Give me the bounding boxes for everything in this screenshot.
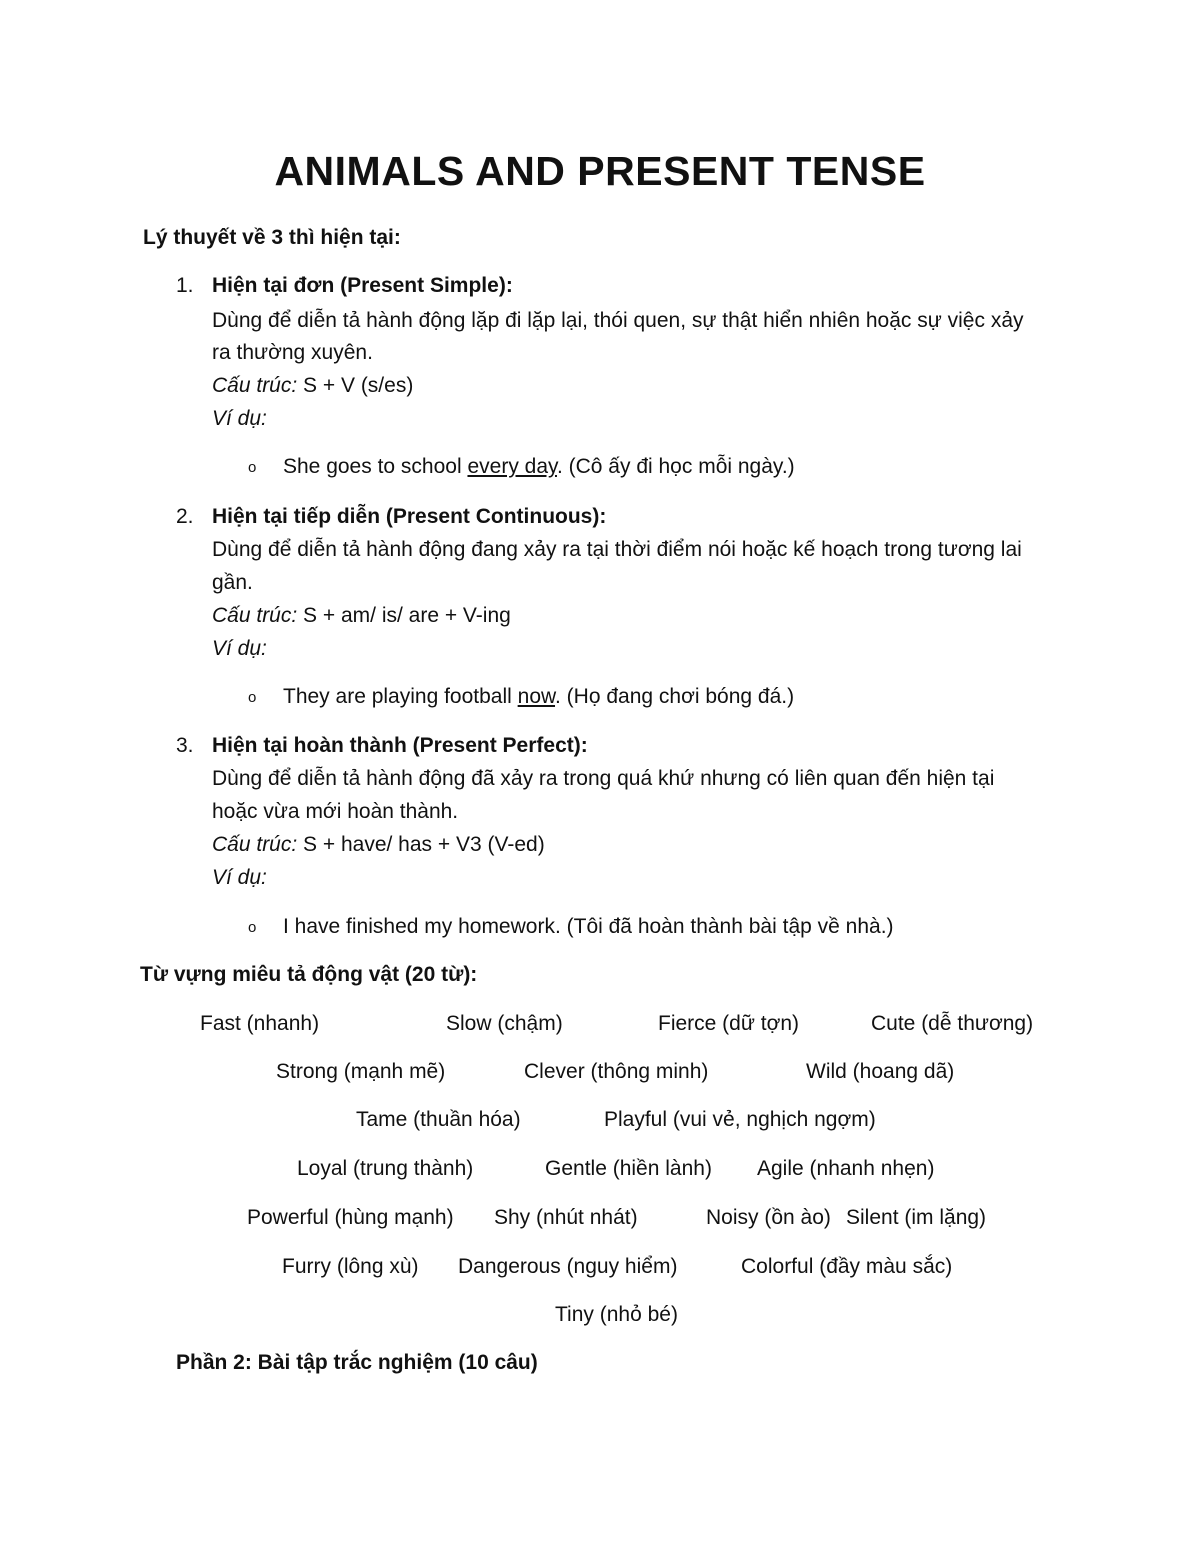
example-label: Ví dụ: — [212, 637, 267, 660]
vocab-item: Clever (thông minh) — [524, 1060, 709, 1083]
structure-formula: S + have/ has + V3 (V-ed) — [297, 833, 545, 856]
vocab-item: Playful (vui vẻ, nghịch ngợm) — [604, 1108, 876, 1131]
structure-formula: S + V (s/es) — [297, 374, 414, 397]
example-sentence — [283, 915, 894, 939]
example-text: They are playing football — [283, 685, 518, 708]
tense-name: Hiện tại hoàn thành (Present Perfect): — [212, 734, 588, 757]
structure-label: Cấu trúc: — [212, 374, 298, 397]
tense-name: Hiện tại tiếp diễn (Present Continuous): — [212, 505, 607, 528]
vocab-item: Silent (im lặng) — [846, 1206, 987, 1229]
vocab-item: Colorful (đầy màu sắc) — [741, 1255, 953, 1278]
tense-usage-cont: ra thường xuyên. — [212, 341, 373, 364]
tense-usage: Dùng để diễn tả hành động lặp đi lặp lại, thói quen, sự thật hiển nhiên hoặc sự việc xảy — [212, 309, 1024, 332]
structure-label: Cấu trúc: — [212, 833, 298, 856]
vocab-item: Gentle (hiền lành) — [545, 1157, 712, 1180]
vocab-item: Tiny (nhỏ bé) — [555, 1303, 678, 1326]
bullet-marker: o — [248, 689, 257, 706]
example-text: She goes to school — [283, 455, 468, 478]
tense-number: 1. — [176, 274, 194, 297]
example-text: I have finished my homework. (Tôi đã hoàn thành bài tập về nhà.) — [283, 915, 894, 938]
vocab-item: Noisy (ồn ào) — [706, 1206, 831, 1229]
tense-name: Hiện tại đơn (Present Simple): — [212, 274, 513, 297]
bullet-marker: o — [248, 459, 257, 476]
tense-usage: Dùng để diễn tả hành động đang xảy ra tại thời điểm nói hoặc kế hoạch trong tương lai — [212, 538, 1022, 561]
vocab-item: Shy (nhút nhát) — [494, 1206, 638, 1229]
tense-usage-cont: gần. — [212, 571, 253, 594]
tense-usage-cont: hoặc vừa mới hoàn thành. — [212, 800, 459, 823]
example-translation: . (Cô ấy đi học mỗi ngày.) — [556, 455, 795, 478]
vocab-item: Cute (dễ thương) — [871, 1012, 1034, 1035]
tense-usage: Dùng để diễn tả hành động đã xảy ra trong quá khứ nhưng có liên quan đến hiện tại — [212, 767, 995, 790]
vocab-item: Strong (mạnh mẽ) — [276, 1060, 446, 1083]
vocab-item: Dangerous (nguy hiểm) — [458, 1255, 678, 1278]
vocab-item: Slow (chậm) — [446, 1012, 563, 1035]
vocab-item: Furry (lông xù) — [282, 1255, 419, 1278]
structure-label: Cấu trúc: — [212, 604, 298, 627]
example-sentence — [283, 685, 794, 709]
theory-heading: Lý thuyết về 3 thì hiện tại: — [143, 226, 401, 249]
tense-structure — [212, 833, 545, 857]
vocab-item: Powerful (hùng mạnh) — [247, 1206, 454, 1229]
vocab-item: Agile (nhanh nhẹn) — [757, 1157, 935, 1180]
example-underlined-text: now — [517, 685, 556, 708]
page-title: ANIMALS AND PRESENT TENSE — [274, 148, 926, 194]
example-translation: . (Họ đang chơi bóng đá.) — [555, 685, 795, 708]
vocab-item: Tame (thuần hóa) — [356, 1108, 521, 1131]
tense-structure — [212, 374, 413, 398]
tense-structure — [212, 604, 511, 628]
example-label: Ví dụ: — [212, 866, 267, 889]
vocab-item: Fast (nhanh) — [200, 1012, 320, 1035]
bullet-marker: o — [248, 919, 257, 936]
part2-heading: Phần 2: Bài tập trắc nghiệm (10 câu) — [176, 1351, 538, 1374]
structure-formula: S + am/ is/ are + V-ing — [297, 604, 511, 627]
vocab-item: Fierce (dữ tợn) — [658, 1012, 800, 1035]
vocab-item: Loyal (trung thành) — [297, 1157, 474, 1180]
example-label: Ví dụ: — [212, 407, 267, 430]
vocab-heading: Từ vựng miêu tả động vật (20 từ): — [140, 963, 478, 986]
example-underlined-text: every day — [467, 455, 557, 478]
example-sentence — [283, 455, 795, 479]
tense-number: 3. — [176, 734, 194, 757]
vocab-item: Wild (hoang dã) — [806, 1060, 955, 1083]
tense-number: 2. — [176, 505, 194, 528]
